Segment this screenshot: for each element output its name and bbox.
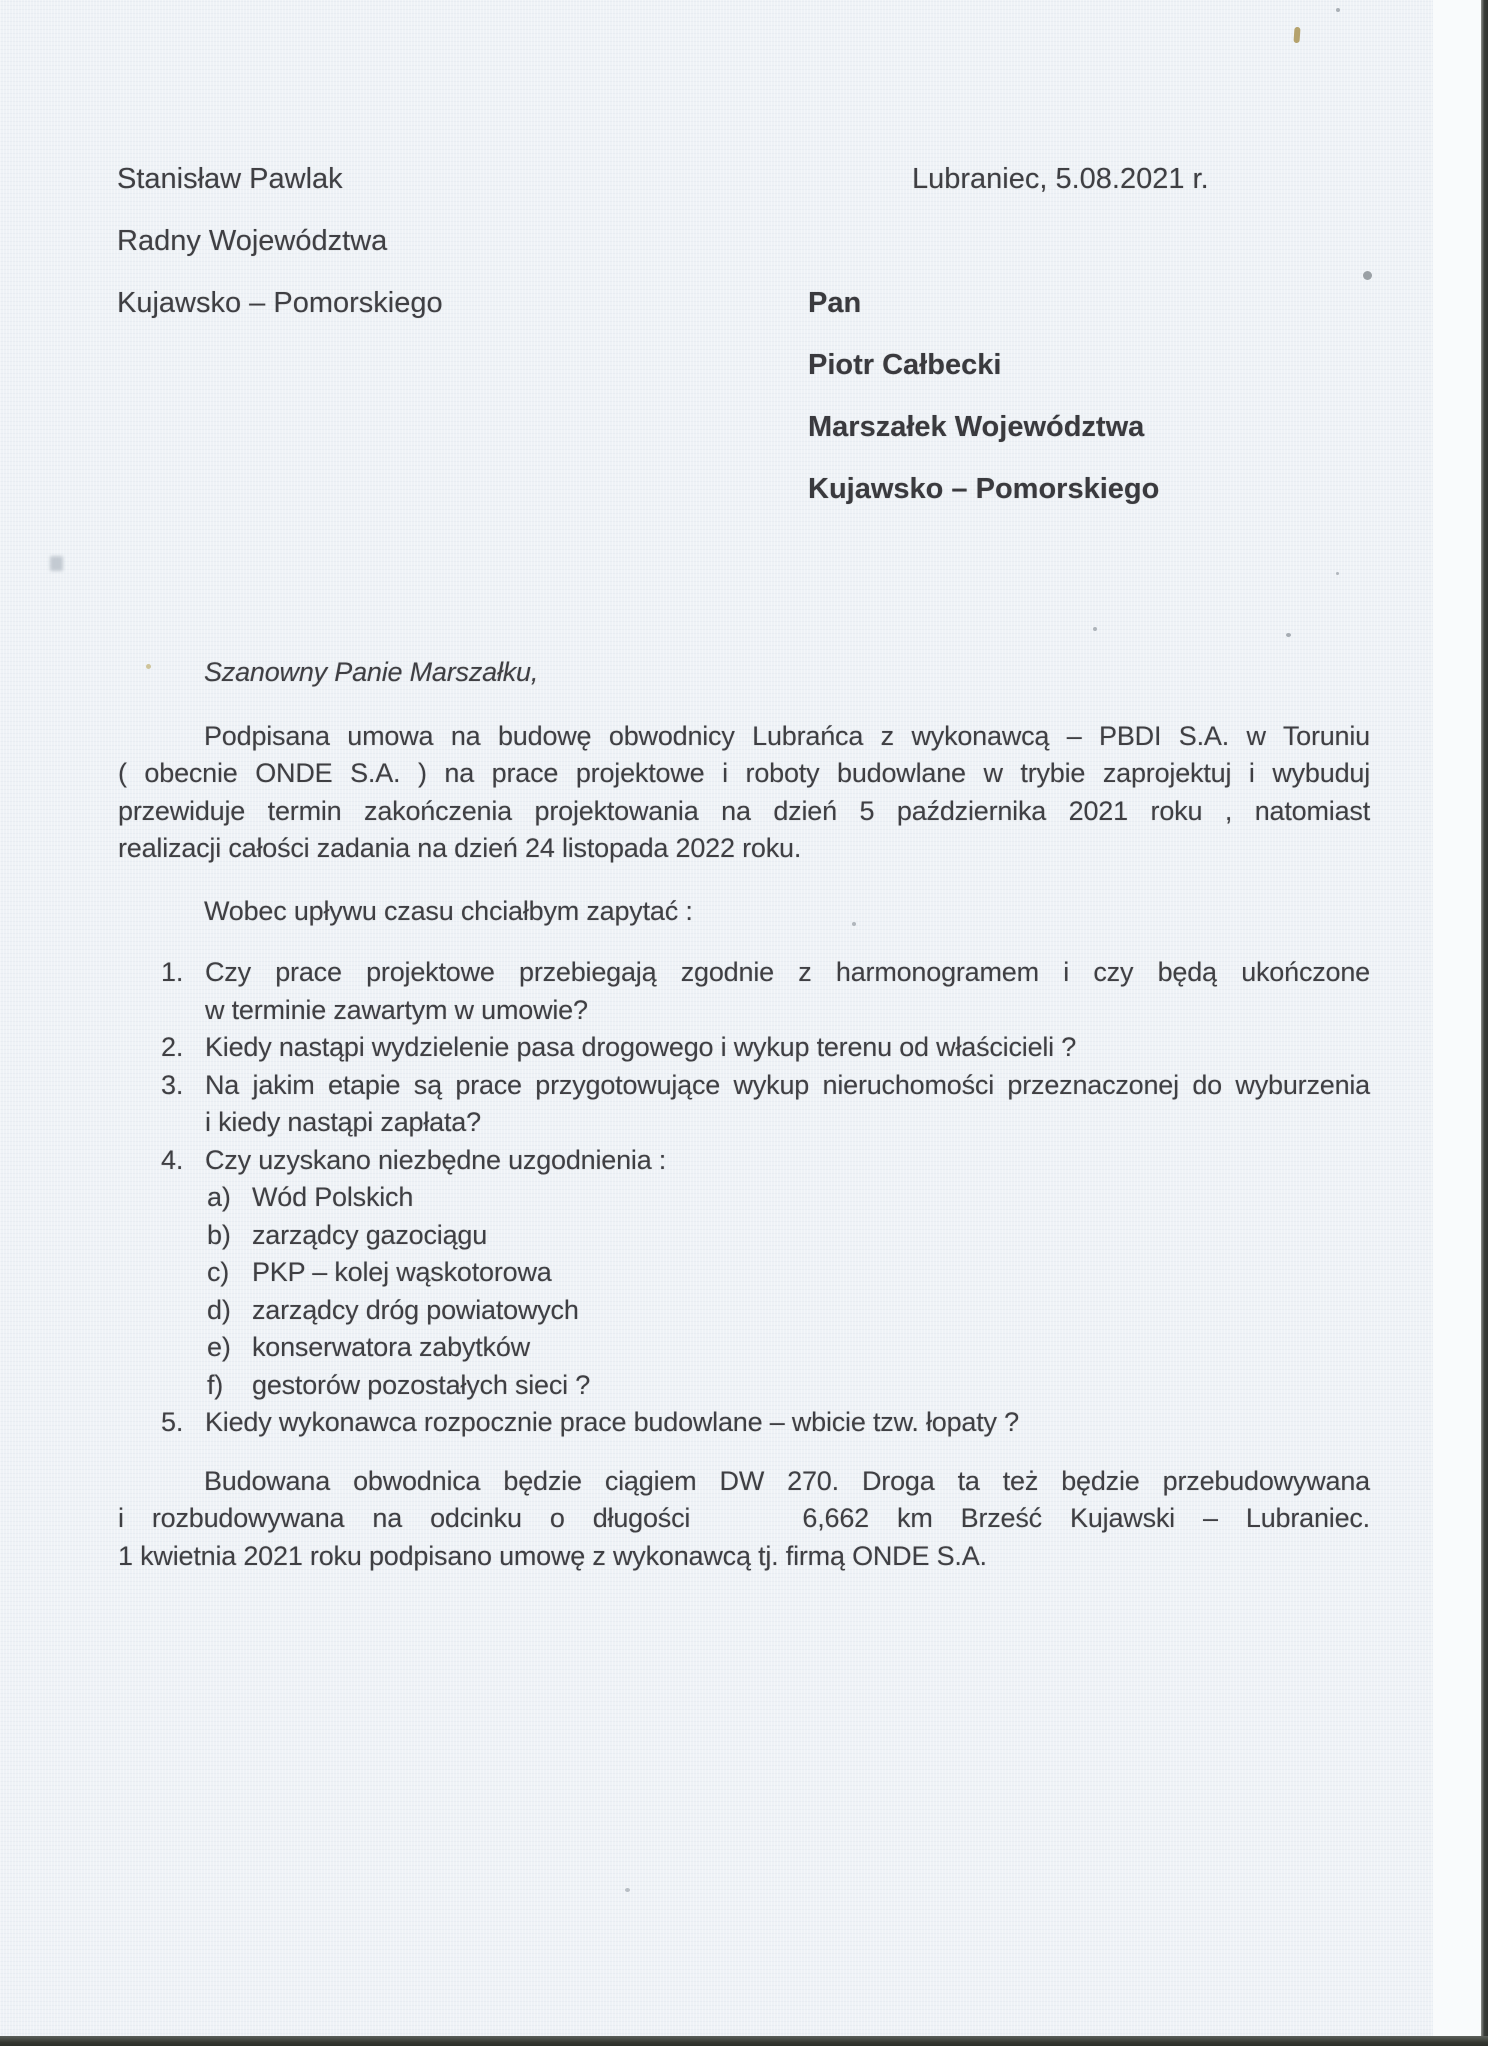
- recipient-name: Piotr Całbecki: [808, 349, 1002, 381]
- sub-item-letter: a): [207, 1182, 231, 1212]
- scan-speck: [1286, 633, 1291, 637]
- closing-line: i rozbudowywana na odcinku o długości 6,662 km Brześć Kujawski – Lubraniec.: [118, 1503, 1370, 1533]
- letter-body: [118, 654, 1370, 1575]
- scan-smudge: [50, 556, 63, 571]
- recipient-title: Marszałek Województwa: [808, 411, 1145, 443]
- scan-speck: [1093, 627, 1097, 631]
- closing-line: Budowana obwodnica będzie ciągiem DW 270. Droga ta też będzie przebudowywana: [204, 1465, 1370, 1496]
- sub-item-letter: c): [207, 1257, 230, 1287]
- closing-line: 1 kwietnia 2021 roku podpisano umowę z wykonawcą tj. firmą ONDE S.A.: [118, 1540, 987, 1571]
- sub-item-text: konserwatora zabytków: [252, 1332, 530, 1362]
- paragraph-1-line: Podpisana umowa na budowę obwodnicy Lubrańca z wykonawcą – PBDI S.A. w Toruniu: [204, 720, 1370, 751]
- sender-title: Radny Województwa: [117, 225, 388, 257]
- closing-paragraph: [118, 1463, 1370, 1576]
- sender-block: [117, 148, 443, 334]
- paragraph-1-line: przewiduje termin zakończenia projektowania na dzień 5 października 2021 roku , natomiast: [118, 795, 1370, 826]
- scan-speck: [625, 1888, 630, 1892]
- sender-name: Stanisław Pawlak: [117, 163, 343, 195]
- question-number: 1.: [161, 957, 184, 987]
- sub-item-f: [118, 1367, 1370, 1405]
- scan-speck: [852, 922, 856, 926]
- question-item-2: [118, 1029, 1370, 1067]
- question-2-line: Kiedy nastąpi wydzielenie pasa drogowego i wykup terenu od właścicieli ?: [205, 1032, 1077, 1062]
- question-item-3: [118, 1067, 1370, 1142]
- sub-item-a: [118, 1179, 1370, 1217]
- date-line: Lubraniec, 5.08.2021 r.: [912, 163, 1209, 195]
- sub-item-letter: b): [207, 1219, 231, 1250]
- scan-right-edge: [1481, 0, 1488, 2046]
- question-number: 2.: [161, 1032, 184, 1062]
- sub-item-letter: f): [207, 1369, 224, 1400]
- sender-region: Kujawsko – Pomorskiego: [117, 287, 443, 319]
- scan-speck: [146, 664, 151, 669]
- paragraph-1-line: realizacji całości zadania na dzień 24 listopada 2022 roku.: [118, 833, 802, 863]
- scan-right-white-strip: [1433, 0, 1482, 2046]
- question-1-line: w terminie zawartym w umowie?: [205, 994, 588, 1025]
- question-1-line: Czy prace projektowe przebiegają zgodnie z harmonogramem i czy będą ukończone: [205, 957, 1370, 987]
- sub-item-text: zarządcy gazociągu: [252, 1219, 488, 1250]
- question-3-line: Na jakim etapie są prace przygotowujące wykup nieruchomości przeznaczonej do wyburzenia: [205, 1069, 1370, 1100]
- sub-item-e: [118, 1329, 1370, 1367]
- paragraph-1-line: ( obecnie ONDE S.A. ) na prace projektowe i roboty budowlane w trybie zaprojektuj i wybuduj: [118, 758, 1370, 788]
- question-item-1: [118, 954, 1370, 1029]
- sub-item-c: [118, 1254, 1370, 1292]
- paragraph-1: [118, 718, 1370, 868]
- sub-item-text: PKP – kolej wąskotorowa: [252, 1257, 552, 1287]
- sub-item-b: [118, 1217, 1370, 1255]
- sub-item-text: zarządcy dróg powiatowych: [252, 1294, 579, 1325]
- sub-item-letter: d): [207, 1294, 231, 1325]
- question-3-line: i kiedy nastąpi zapłata?: [205, 1107, 481, 1137]
- scan-speck: [1363, 271, 1372, 280]
- recipient-block: [808, 272, 1159, 520]
- scan-speck: [1293, 27, 1300, 43]
- question-number: 3.: [161, 1069, 184, 1100]
- question-item-4: [118, 1142, 1370, 1180]
- question-number: 4.: [161, 1144, 184, 1175]
- question-number: 5.: [161, 1407, 184, 1437]
- question-5-line: Kiedy wykonawca rozpocznie prace budowlane – wbicie tzw. łopaty ?: [205, 1407, 1019, 1437]
- recipient-region: Kujawsko – Pomorskiego: [808, 473, 1160, 505]
- sub-item-text: Wód Polskich: [252, 1182, 414, 1212]
- sub-item-d: [118, 1292, 1370, 1330]
- sub-item-text: gestorów pozostałych sieci ?: [252, 1369, 591, 1400]
- question-4-line: Czy uzyskano niezbędne uzgodnienia :: [205, 1144, 667, 1175]
- scan-bottom-edge: [0, 2036, 1488, 2046]
- salutation: Szanowny Panie Marszałku,: [204, 657, 539, 687]
- questions-list: [118, 954, 1370, 1442]
- question-item-5: [118, 1404, 1370, 1442]
- scan-speck: [1336, 8, 1340, 12]
- recipient-salutation: Pan: [808, 287, 862, 319]
- scan-speck: [1336, 572, 1339, 575]
- sub-item-letter: e): [207, 1332, 231, 1362]
- intro-question: Wobec upływu czasu chciałbym zapytać :: [204, 895, 693, 926]
